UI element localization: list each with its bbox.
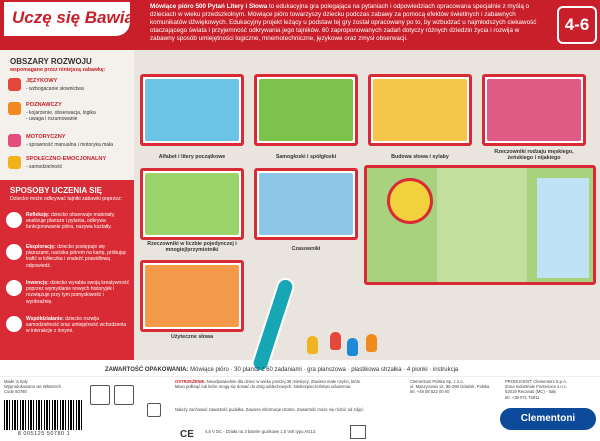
product-description-text: to edukacyjna gra polegająca na pytaniach i odpowiedziach opracowana specjalnie z myślą o dzieciach w wieku przedszkolnym. Mówiące pióro towarzyszy dziecku podczas zabawy za pomocą efektów świetlnych i zabawnych komunikatów dźwiękowych. Edukacyjny projekt leżący u podstaw tej gry został opracowany po to, by wzbudzać u najmłodszych ciekawość otaczającego świata i przyjemność odkrywania jego tajników. 60 zaproponowanych zadań dotyczy różnych dziedzin życia i rozwija w zabawny sposób umiejętności logiczne, mnemotechniczne, językowe oraz zmysł obserwacji. xyxy=(150,3,537,42)
card-caption: Czasowniki xyxy=(291,246,321,252)
method-label: Eksplorację: xyxy=(26,244,56,250)
activity-card xyxy=(482,74,586,146)
methods-subtitle: Dziecko może odkrywać tajniki zabawki poprzez: xyxy=(10,196,123,202)
card-caption: Alfabet i litery początkowe xyxy=(158,154,226,160)
method-text xyxy=(26,280,130,305)
method-text xyxy=(26,244,130,269)
area-title: JĘZYKOWY xyxy=(26,78,58,84)
areas-subtitle: wspomagane przez niniejszą zabawkę: xyxy=(10,67,106,73)
method-text xyxy=(26,212,130,231)
barcode xyxy=(4,400,84,430)
origin-info: Made in Italy Wyprodukowano we Włoszech Code 50780 xyxy=(4,379,61,395)
card-illustration xyxy=(373,79,467,141)
warning-block xyxy=(175,379,365,389)
magnifier-icon xyxy=(6,212,22,228)
method-label: Współdziałanie: xyxy=(26,316,64,322)
battery-info: 4,5 V DC - Działa na 3 baterie guzikowe 1,5 Volt typu AG13. xyxy=(205,429,317,434)
card-caption: Rzeczowniki rodzaju męskiego, żeńskiego i nijakiego xyxy=(494,149,574,161)
area-title: MOTORYCZNY xyxy=(26,134,66,140)
heart-icon xyxy=(8,156,21,169)
game-board xyxy=(364,165,596,285)
method-label: Inwencję: xyxy=(26,280,49,286)
activity-card xyxy=(368,74,472,146)
brand-logo: Uczę się Bawiąc xyxy=(4,2,130,36)
area-desc: - kojarzenie, obserwacja, logika - uwaga i rozumowanie xyxy=(26,110,96,123)
card-illustration xyxy=(145,265,239,327)
product-photo xyxy=(134,50,600,360)
method-desc: dziecko postępuje się planszami, naciska piórem na kartę, próbując trafić w kółeczka i znaleźć prawidłową odpowiedź. xyxy=(26,244,127,269)
pawn-icon xyxy=(307,336,318,354)
card-illustration xyxy=(145,79,239,141)
activity-card xyxy=(254,74,358,146)
method-desc: dziecko obserwuje materiały, analizuje plansze i pytania, odkrywa funkcjonowanie pióra, nazywa kształty. xyxy=(26,212,115,231)
methods-title: SPOSOBY UCZENIA SIĘ xyxy=(10,186,103,195)
area-desc: - samodzielność xyxy=(26,164,63,170)
activity-card xyxy=(140,260,244,332)
pawn-icon xyxy=(366,334,377,352)
contents-text: Mówiące pióro · 30 plansz z 60 zadaniami · gra planszowa · plastikowa strzałka · 4 pionki · instrukcja xyxy=(188,367,459,373)
card-caption: Rzeczowniki w liczbie pojedynczej i mnogiej/przymiotniki xyxy=(147,241,237,253)
lightbulb-icon xyxy=(6,280,22,296)
producer-info: PRODUCENT: Clementoni S.p.A. Zona Industriale Fontenoce s.n.c. 62019 Recanati (MC) - Italy tel. +39 071 75811 xyxy=(505,379,568,400)
fsc-icon xyxy=(114,385,134,405)
info-text: Należy zachować zawartość pudełka. Zawiera informacje istotne. Zawartość może się różnić od zdjęć. xyxy=(175,407,365,412)
talking-pen xyxy=(249,276,296,375)
people-icon xyxy=(6,316,22,332)
weee-bin-icon xyxy=(350,425,366,439)
product-description xyxy=(150,3,545,49)
age-badge: 4-6 xyxy=(557,6,597,44)
card-illustration xyxy=(487,79,581,141)
board-path xyxy=(437,168,527,285)
clementoni-logo: Clementoni xyxy=(500,408,596,430)
contents-label: ZAWARTOŚĆ OPAKOWANIA: xyxy=(105,367,189,373)
area-desc: - wzbogacanie słownictwa xyxy=(26,86,84,92)
area-title: SPOŁECZNO-EMOCJONALNY xyxy=(26,156,107,162)
pawn-icon xyxy=(347,338,358,356)
ce-mark-icon: CE xyxy=(180,429,194,440)
warning-text: Nieodpowiednie dla dzieci w wieku poniżej 36 miesięcy. Zawiera małe części, które łatwo połknąć lub które mogą się dostać do dróg oddechowych. Niebezpieczeństwo uduszenia. xyxy=(175,379,361,390)
card-caption: Użyteczne słowa xyxy=(170,334,214,340)
activity-card xyxy=(140,74,244,146)
method-label: Refleksję: xyxy=(26,212,50,218)
card-caption: Samogłoski i spółgłoski xyxy=(275,154,337,160)
brain-icon xyxy=(8,102,21,115)
card-illustration xyxy=(259,173,353,235)
warning-title: OSTRZEŻENIE. xyxy=(175,379,206,384)
hand-icon xyxy=(8,134,21,147)
card-illustration xyxy=(259,79,353,141)
letter-tiles xyxy=(537,178,589,278)
recycle-icon xyxy=(90,385,110,405)
compass-icon xyxy=(6,244,22,260)
method-desc: dziecko rozwija samodzielność oraz umiejętność wchodzenia w interakcje z innymi. xyxy=(26,316,127,335)
package-contents xyxy=(105,367,595,373)
pawn-icon xyxy=(330,332,341,350)
spinner-icon xyxy=(387,178,433,224)
method-text xyxy=(26,316,130,335)
age-warning-icon xyxy=(147,403,161,417)
product-name: Mówiące pióro 500 Pytań Litery i Słowa xyxy=(150,3,268,10)
card-illustration xyxy=(145,173,239,235)
activity-card xyxy=(140,168,244,240)
barcode-number: 8 005125 50780 1 xyxy=(17,431,71,437)
distributor-info: Clementoni Polska Sp. z o.o. ul. Maszynowa 12, 80-298 Gdańsk, Polska tel. +48 58 522 00 00 xyxy=(410,379,490,395)
abc-blocks-icon xyxy=(8,78,21,91)
areas-title: OBSZARY ROZWOJU xyxy=(10,57,92,66)
activity-card xyxy=(254,168,358,240)
method-desc: dziecko wyrabia swoją kreatywność poprzez wymyślanie nowych historyjek i rozwiązuje przy tym pomysłowość i wyobraźnię. xyxy=(26,280,130,305)
area-title: POZNAWCZY xyxy=(26,102,62,108)
area-desc: - sprawność manualna i motoryka mała xyxy=(26,142,113,148)
card-caption: Budowa słowa i sylaby xyxy=(391,154,449,160)
learning-methods-panel xyxy=(0,180,134,360)
